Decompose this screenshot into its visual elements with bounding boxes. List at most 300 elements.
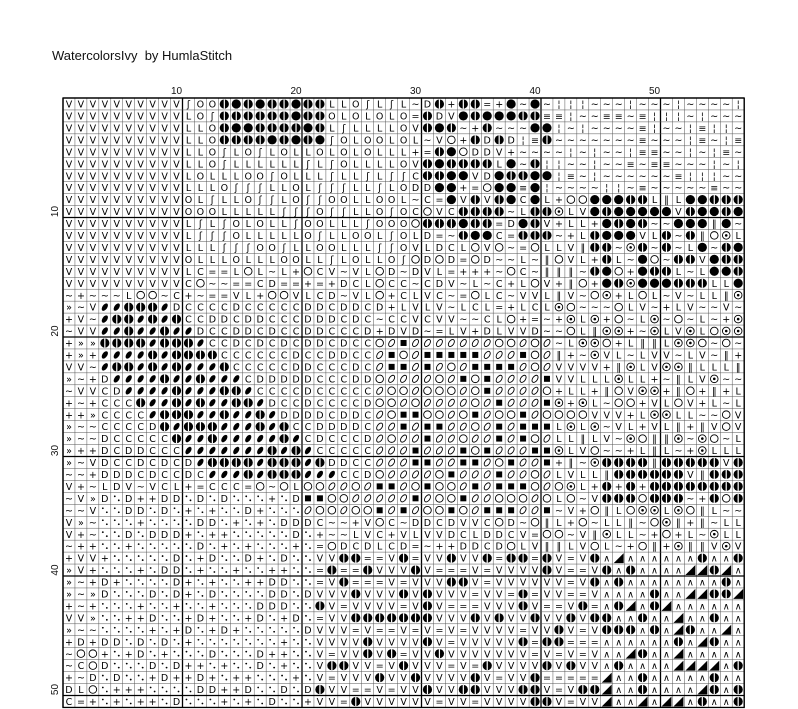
stitch-symbol	[233, 651, 239, 657]
stitch-symbol	[603, 327, 611, 335]
stitch-symbol: ~	[459, 314, 468, 326]
stitch-symbol: V	[579, 553, 587, 565]
stitch-symbol	[423, 589, 432, 598]
stitch-symbol: D	[411, 183, 420, 195]
stitch-symbol: C	[316, 517, 324, 529]
stitch-symbol	[136, 314, 145, 324]
stitch-symbol: ~	[626, 350, 635, 362]
stitch-symbol: ~	[268, 481, 277, 493]
stitch-symbol: V	[591, 362, 599, 374]
stitch-symbol	[591, 315, 599, 323]
stitch-symbol: =	[531, 553, 540, 565]
stitch-symbol: V	[495, 625, 503, 637]
stitch-symbol: O	[399, 207, 408, 219]
stitch-symbol	[579, 518, 587, 526]
stitch-symbol: +	[292, 541, 301, 553]
stitch-symbol: V	[448, 685, 455, 697]
stitch-symbol: ~	[602, 159, 611, 171]
stitch-symbol: D	[304, 410, 312, 422]
stitch-symbol: V	[400, 326, 407, 338]
stitch-symbol	[530, 111, 539, 120]
stitch-symbol: ∧	[722, 553, 730, 565]
stitch-symbol	[651, 315, 659, 323]
stitch-symbol	[269, 663, 275, 669]
stitch-symbol: C	[424, 314, 431, 326]
stitch-symbol: D	[340, 410, 348, 422]
stitch-symbol: V	[161, 207, 168, 219]
stitch-symbol: =	[483, 565, 492, 577]
stitch-symbol	[257, 567, 263, 573]
stitch-symbol: =	[435, 326, 444, 338]
stitch-symbol: ~	[722, 171, 731, 183]
stitch-symbol: D	[304, 326, 312, 338]
stitch-symbol: V	[472, 577, 479, 589]
stitch-symbol: ~	[554, 338, 563, 350]
stitch-symbol: D	[340, 541, 348, 553]
stitch-symbol: +	[256, 553, 265, 565]
stitch-symbol: +	[220, 661, 229, 673]
stitch-symbol: V	[173, 123, 180, 135]
stitch-symbol: V	[173, 207, 180, 219]
stitch-symbol: ~	[722, 183, 731, 195]
stitch-symbol: ∧	[734, 565, 742, 577]
stitch-symbol: C	[185, 302, 192, 314]
stitch-symbol: =	[542, 601, 551, 613]
stitch-symbol	[471, 231, 480, 240]
stitch-symbol	[305, 555, 311, 561]
stitch-symbol: +	[76, 529, 85, 541]
stitch-symbol: ~	[471, 314, 480, 326]
stitch-symbol: ¦	[736, 159, 740, 171]
stitch-symbol: V	[519, 326, 527, 338]
stitch-symbol: V	[113, 278, 121, 290]
stitch-symbol	[126, 591, 132, 597]
stitch-symbol	[232, 398, 241, 407]
stitch-symbol: V	[65, 111, 73, 123]
stitch-symbol	[734, 482, 743, 491]
stitch-symbol	[293, 639, 299, 645]
stitch-symbol	[710, 470, 719, 479]
stitch-symbol: L	[556, 517, 562, 529]
stitch-symbol: V	[543, 589, 551, 601]
stitch-symbol	[257, 675, 263, 681]
stitch-symbol	[208, 410, 217, 420]
stitch-symbol: L	[353, 123, 359, 135]
stitch-symbol: ∧	[615, 673, 623, 685]
stitch-symbol	[137, 291, 145, 299]
stitch-symbol	[495, 518, 503, 526]
stitch-symbol	[423, 398, 432, 407]
stitch-symbol: V	[651, 362, 658, 374]
stitch-symbol	[675, 363, 683, 371]
stitch-symbol: ~	[88, 434, 97, 446]
stitch-symbol: =	[531, 589, 540, 601]
stitch-symbol	[423, 171, 432, 180]
stitch-symbol: C	[256, 350, 264, 362]
stitch-symbol: C	[328, 362, 336, 374]
stitch-symbol	[590, 685, 599, 694]
stitch-symbol: D	[483, 171, 491, 183]
stitch-symbol	[697, 685, 707, 695]
stitch-symbol	[555, 256, 563, 264]
stitch-symbol: V	[591, 649, 599, 661]
stitch-symbol: V	[460, 553, 467, 565]
stitch-symbol: ~	[638, 529, 647, 541]
stitch-symbol: =	[375, 553, 384, 565]
stitch-symbol: =	[566, 577, 575, 589]
stitch-symbol: O	[363, 135, 372, 147]
stitch-symbol	[186, 519, 192, 525]
stitch-symbol: ~	[64, 649, 73, 661]
stitch-symbol: L	[556, 493, 562, 505]
stitch-symbol: +	[387, 290, 396, 302]
stitch-symbol: L	[269, 219, 275, 231]
stitch-symbol: D	[268, 577, 276, 589]
stitch-symbol: +	[507, 278, 516, 290]
stitch-symbol: ∧	[639, 589, 647, 601]
stitch-symbol: C	[280, 326, 288, 338]
stitch-symbol: V	[388, 589, 395, 601]
stitch-symbol: V	[651, 350, 658, 362]
stitch-symbol	[281, 627, 287, 633]
stitch-symbol: L	[580, 231, 586, 243]
stitch-symbol	[268, 446, 277, 455]
stitch-symbol: V	[376, 601, 383, 613]
stitch-symbol: ~	[519, 123, 528, 135]
stitch-symbol	[435, 649, 444, 658]
stitch-symbol: C	[65, 697, 73, 709]
stitch-symbol: ʃ	[282, 242, 286, 254]
stitch-symbol	[495, 111, 504, 120]
stitch-symbol	[447, 458, 456, 467]
stitch-symbol	[376, 375, 384, 383]
stitch-symbol	[196, 362, 205, 372]
stitch-symbol: ∧	[615, 697, 623, 709]
stitch-symbol: D	[89, 673, 97, 685]
stitch-symbol: ¦	[593, 147, 597, 159]
stitch-symbol: +	[184, 637, 193, 649]
column-label: 50	[648, 86, 661, 97]
stitch-symbol: V	[161, 278, 168, 290]
stitch-symbol: ~	[674, 446, 683, 458]
stitch-symbol: C	[292, 302, 300, 314]
stitch-symbol: L	[436, 266, 443, 278]
stitch-symbol: C	[280, 362, 288, 374]
stitch-symbol: =	[578, 637, 587, 649]
stitch-symbol	[436, 387, 444, 395]
stitch-symbol: D	[184, 625, 193, 637]
stitch-symbol: =	[590, 673, 599, 685]
stitch-symbol: V	[173, 147, 180, 159]
stitch-symbol: +	[220, 541, 229, 553]
column-label: 30	[409, 86, 422, 97]
stitch-symbol	[375, 362, 384, 371]
stitch-symbol: V	[651, 422, 658, 434]
stitch-symbol: V	[591, 565, 599, 577]
stitch-symbol	[172, 362, 181, 371]
stitch-symbol	[591, 447, 599, 455]
stitch-symbol: ʃ	[270, 195, 274, 207]
stitch-symbol: L	[580, 219, 586, 231]
stitch-symbol: L	[269, 183, 275, 195]
stitch-symbol: ∧	[615, 685, 623, 697]
stitch-symbol: L	[568, 207, 574, 219]
stitch-symbol: =	[507, 589, 516, 601]
stitch-symbol	[375, 613, 384, 622]
stitch-symbol: O	[292, 183, 300, 195]
stitch-symbol	[220, 470, 229, 480]
stitch-symbol: D	[435, 242, 444, 254]
stitch-symbol: ~	[578, 183, 587, 195]
stitch-symbol: =	[447, 661, 456, 673]
stitch-symbol: C	[137, 434, 144, 446]
stitch-symbol: O	[232, 231, 241, 243]
stitch-symbol	[687, 327, 695, 335]
stitch-symbol	[614, 494, 623, 503]
stitch-symbol	[411, 434, 420, 443]
stitch-symbol: +	[64, 601, 73, 613]
stitch-symbol: C	[388, 541, 395, 553]
stitch-symbol	[124, 362, 133, 371]
stitch-symbol	[579, 196, 587, 204]
stitch-symbol	[602, 255, 611, 264]
stitch-symbol	[328, 470, 337, 480]
stitch-symbol	[651, 506, 659, 514]
stitch-symbol: ~	[411, 195, 420, 207]
stitch-symbol: V	[531, 290, 539, 302]
stitch-symbol: V	[65, 99, 73, 111]
stitch-symbol: ~	[650, 219, 659, 231]
stitch-symbol	[602, 685, 612, 695]
stitch-symbol: C	[256, 278, 264, 290]
stitch-symbol: ~	[578, 350, 587, 362]
stitch-symbol: ʃ	[390, 242, 394, 254]
stitch-symbol	[184, 386, 193, 396]
stitch-symbol: V	[364, 661, 371, 673]
stitch-symbol: +	[244, 613, 253, 625]
stitch-symbol	[196, 446, 205, 456]
stitch-symbol: +	[626, 541, 635, 553]
stitch-symbol	[424, 459, 430, 465]
stitch-symbol	[602, 625, 611, 634]
stitch-symbol: +	[172, 673, 181, 685]
stitch-symbol: ~	[88, 625, 97, 637]
stitch-symbol: L	[377, 231, 383, 243]
stitch-symbol: ∧	[710, 697, 718, 709]
stitch-symbol: =	[399, 577, 408, 589]
stitch-symbol: ∧	[603, 601, 611, 613]
stitch-symbol: L	[353, 195, 359, 207]
stitch-symbol: D	[172, 577, 181, 589]
stitch-symbol: ʃ	[390, 171, 394, 183]
stitch-symbol: V	[101, 183, 109, 195]
stitch-symbol: V	[591, 589, 599, 601]
stitch-symbol: +	[590, 386, 599, 398]
stitch-symbol: D	[304, 374, 312, 386]
stitch-symbol	[602, 195, 611, 204]
stitch-symbol	[279, 123, 288, 132]
stitch-symbol: C	[209, 481, 216, 493]
stitch-symbol	[591, 291, 599, 299]
row-label: 50	[50, 683, 61, 696]
stitch-symbol	[269, 687, 275, 693]
stitch-symbol: L	[257, 254, 263, 266]
stitch-symbol	[542, 135, 551, 144]
stitch-symbol: =	[411, 553, 420, 565]
stitch-symbol	[244, 111, 253, 120]
stitch-symbol	[126, 567, 132, 573]
stitch-symbol: ~	[722, 434, 731, 446]
stitch-symbol	[460, 435, 468, 443]
stitch-symbol	[543, 350, 552, 359]
stitch-symbol: V	[65, 231, 73, 243]
stitch-symbol: V	[101, 111, 109, 123]
stitch-symbol	[722, 339, 730, 347]
stitch-symbol: +	[220, 697, 229, 709]
stitch-symbol	[244, 434, 253, 444]
stitch-symbol	[722, 542, 730, 550]
stitch-symbol: =	[292, 278, 301, 290]
stitch-symbol: L	[365, 290, 371, 302]
stitch-symbol: L	[185, 123, 192, 135]
stitch-symbol: ʃ	[306, 195, 310, 207]
stitch-symbol: V	[77, 266, 85, 278]
stitch-symbol: D	[184, 470, 193, 482]
stitch-symbol	[590, 243, 599, 252]
stitch-symbol: C	[352, 470, 360, 482]
stitch-symbol: V	[77, 147, 85, 159]
stitch-symbol	[281, 543, 287, 549]
stitch-symbol: D	[101, 374, 109, 386]
stitch-symbol: ʃ	[246, 242, 250, 254]
stitch-symbol	[209, 495, 215, 501]
stitch-symbol: C	[173, 446, 180, 458]
stitch-symbol: ~	[602, 135, 611, 147]
stitch-symbol: O	[184, 195, 193, 207]
stitch-symbol	[268, 470, 277, 479]
stitch-symbol: =	[435, 195, 444, 207]
stitch-symbol: +	[64, 553, 73, 565]
stitch-symbol: V	[77, 553, 85, 565]
stitch-symbol: ‖	[604, 470, 610, 482]
stitch-symbol	[542, 637, 551, 646]
stitch-symbol: =	[327, 673, 336, 685]
stitch-symbol: L	[711, 505, 717, 517]
stitch-symbol: O	[316, 242, 324, 254]
stitch-symbol	[447, 159, 456, 168]
stitch-symbol: +	[614, 290, 623, 302]
stitch-symbol: C	[376, 529, 383, 541]
stitch-symbol: =	[590, 601, 599, 613]
stitch-symbol: =	[495, 673, 504, 685]
stitch-symbol: V	[543, 613, 551, 625]
stitch-symbol: ʃ	[318, 183, 322, 195]
stitch-symbol: L	[675, 410, 682, 422]
stitch-symbol: O	[244, 195, 252, 207]
stitch-symbol	[162, 591, 168, 597]
stitch-symbol	[388, 387, 396, 395]
stitch-symbol: »	[66, 434, 72, 446]
stitch-symbol	[518, 231, 527, 240]
stitch-symbol: ‖	[688, 362, 693, 374]
stitch-symbol: V	[424, 553, 431, 565]
stitch-symbol	[459, 338, 468, 347]
stitch-symbol: V	[137, 231, 144, 243]
stitch-symbol: L	[448, 326, 455, 338]
stitch-symbol: ʃ	[222, 219, 226, 231]
stitch-symbol	[220, 410, 229, 419]
stitch-symbol	[221, 567, 227, 573]
stitch-symbol: ∧	[734, 613, 742, 625]
stitch-symbol	[496, 400, 502, 406]
stitch-symbol	[221, 639, 227, 645]
stitch-symbol: L	[365, 123, 371, 135]
stitch-symbol	[483, 123, 492, 132]
stitch-symbol	[291, 446, 300, 455]
stitch-symbol: ~	[614, 242, 623, 254]
stitch-symbol: +	[674, 529, 683, 541]
stitch-symbol: V	[567, 362, 575, 374]
stitch-symbol: ∧	[722, 649, 730, 661]
stitch-symbol	[459, 422, 468, 431]
stitch-symbol	[471, 111, 480, 120]
stitch-symbol	[304, 446, 313, 456]
stitch-symbol: L	[687, 350, 694, 362]
stitch-symbol	[722, 589, 731, 598]
stitch-symbol: =	[578, 589, 587, 601]
stitch-symbol	[413, 448, 419, 454]
stitch-symbol: »	[66, 577, 72, 589]
stitch-symbol	[136, 362, 145, 372]
stitch-symbol: ~	[662, 171, 671, 183]
stitch-symbol: L	[281, 219, 287, 231]
stitch-symbol: O	[363, 147, 372, 159]
stitch-symbol	[459, 577, 468, 586]
stitch-symbol	[555, 399, 563, 407]
stitch-symbol	[639, 387, 647, 395]
stitch-symbol	[651, 256, 659, 264]
stitch-symbol: D	[304, 386, 312, 398]
stitch-symbol: +	[626, 446, 635, 458]
stitch-symbol: V	[316, 625, 324, 637]
stitch-symbol	[483, 111, 492, 120]
stitch-symbol	[376, 279, 384, 287]
stitch-symbol: V	[77, 493, 85, 505]
stitch-symbol: D	[196, 613, 205, 625]
stitch-symbol	[124, 314, 133, 323]
stitch-symbol	[591, 351, 599, 359]
stitch-symbol: ≡	[638, 183, 647, 195]
stitch-symbol	[520, 436, 526, 442]
stitch-symbol	[507, 159, 516, 168]
stitch-symbol	[447, 446, 456, 455]
stitch-symbol	[471, 256, 479, 264]
stitch-symbol: O	[340, 195, 348, 207]
stitch-symbol: L	[365, 278, 371, 290]
stitch-symbol: V	[364, 673, 371, 685]
stitch-symbol: ~	[650, 135, 659, 147]
stitch-symbol: C	[316, 398, 324, 410]
stitch-symbol: ~	[578, 111, 587, 123]
stitch-symbol: ‖	[711, 219, 717, 231]
stitch-symbol	[602, 494, 611, 503]
stitch-symbol	[484, 388, 490, 394]
stitch-symbol	[293, 591, 299, 597]
stitch-symbol: D	[447, 254, 456, 266]
stitch-symbol	[351, 589, 360, 598]
stitch-symbol: L	[675, 266, 682, 278]
stitch-symbol: O	[375, 195, 384, 207]
